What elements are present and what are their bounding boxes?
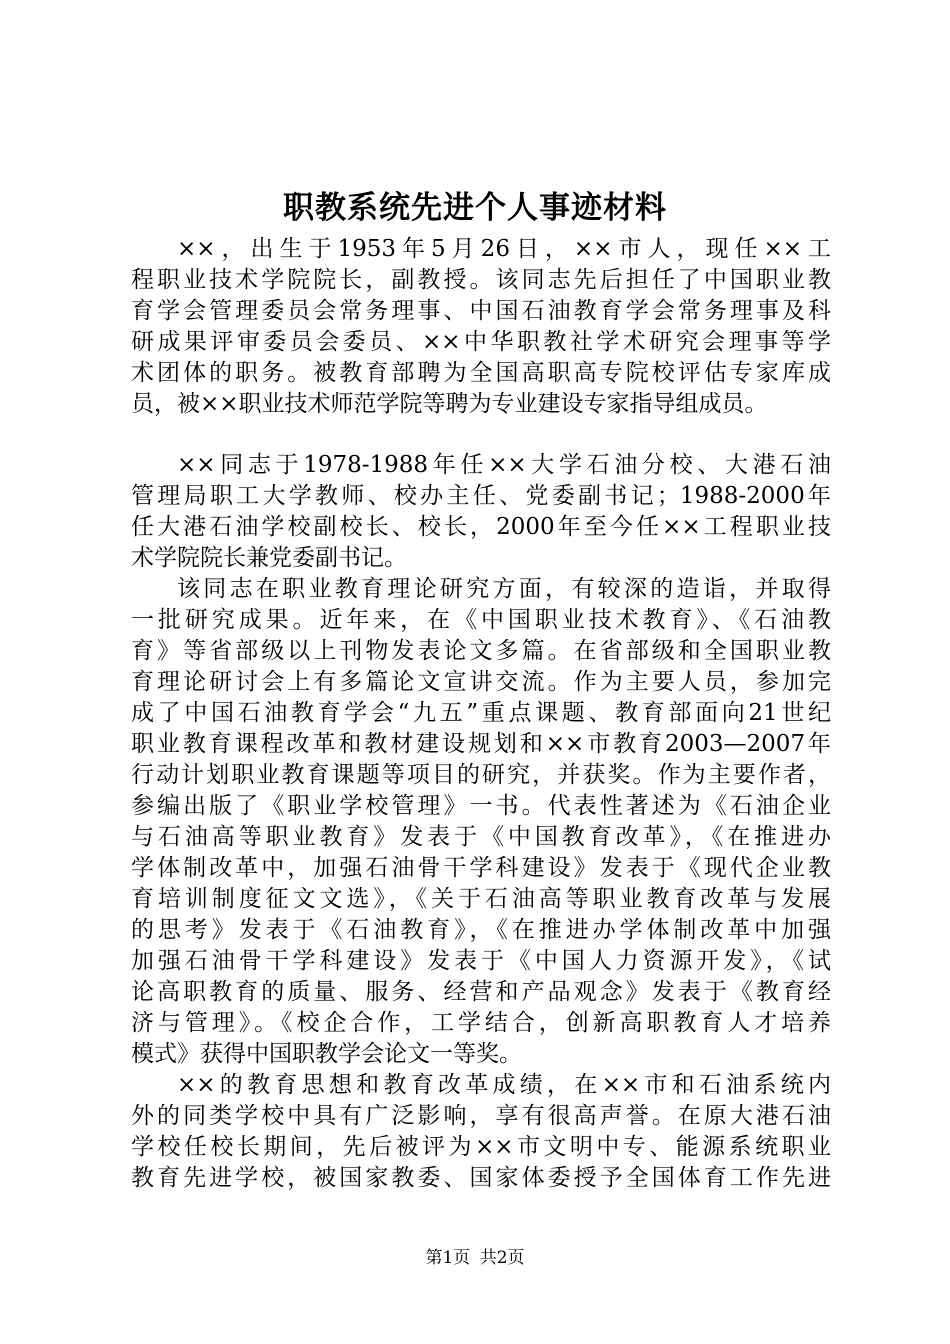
text-line: 与石油高等职业教育》发表于《中国教育改革》，《在推进办 bbox=[131, 824, 831, 850]
page-total: 共2页 bbox=[479, 1248, 525, 1268]
text-line: 外的同类学校中具有广泛影响，享有很高声誉。在原大港石油 bbox=[131, 1103, 831, 1129]
text-line: 学校任校长期间，先后被评为××市文明中专、能源系统职业 bbox=[131, 1134, 831, 1160]
paragraph bbox=[131, 450, 831, 574]
text-line: 该同志在职业教育理论研究方面，有较深的造诣，并取得 bbox=[177, 576, 831, 602]
paragraph bbox=[131, 234, 831, 420]
paragraph bbox=[131, 1070, 831, 1194]
text-line: 行动计划职业教育课题等项目的研究，并获奖。作为主要作者， bbox=[131, 762, 831, 788]
paragraph bbox=[131, 574, 831, 1070]
text-line: 加强石油骨干学科建设》发表于《中国人力资源开发》，《试 bbox=[131, 948, 831, 974]
text-line: 程职业技术学院院长，副教授。该同志先后担任了中国职业教 bbox=[131, 267, 831, 293]
text-line: 学体制改革中，加强石油骨干学科建设》发表于《现代企业教 bbox=[131, 855, 831, 881]
text-line: 育培训制度征文文选》，《关于石油高等职业教育改革与发展 bbox=[131, 886, 831, 912]
text-line: 模式》获得中国职教学会论文一等奖。 bbox=[131, 1041, 522, 1067]
page-footer bbox=[0, 1243, 950, 1268]
text-line: 育》等省部级以上刊物发表论文多篇。在省部级和全国职业教 bbox=[131, 638, 831, 664]
text-line: 职业教育课程改革和教材建设规划和××市教育2003—2007年 bbox=[131, 731, 831, 757]
text-line: 参编出版了《职业学校管理》一书。代表性著述为《石油企业 bbox=[131, 793, 831, 819]
text-line: 育理论研讨会上有多篇论文宣讲交流。作为主要人员，参加完 bbox=[131, 669, 831, 695]
text-line: 济与管理》。《校企合作，工学结合，创新高职教育人才培养 bbox=[131, 1010, 831, 1036]
text-line: 教育先进学校，被国家教委、国家体委授予全国体育工作先进 bbox=[131, 1165, 831, 1191]
text-line: 论高职教育的质量、服务、经营和产品观念》发表于《教育经 bbox=[131, 979, 831, 1005]
text-line: 的思考》发表于《石油教育》，《在推进办学体制改革中加强 bbox=[131, 917, 831, 943]
text-line: 成了中国石油教育学会“九五”重点课题、教育部面向21世纪 bbox=[131, 700, 831, 726]
text-line: 一批研究成果。近年来，在《中国职业技术教育》、《石油教 bbox=[131, 607, 831, 633]
page-number: 第1页 bbox=[425, 1248, 471, 1268]
paragraph-gap bbox=[131, 420, 831, 450]
text-line: 术学院院长兼党委副书记。 bbox=[131, 545, 407, 571]
text-line: ××的教育思想和教育改革成绩，在××市和石油系统内 bbox=[177, 1072, 831, 1098]
document-title: 职教系统先进个人事迹材料 bbox=[283, 190, 667, 226]
text-line: 育学会管理委员会常务理事、中国石油教育学会常务理事及科 bbox=[131, 298, 831, 324]
text-line: 任大港石油学校副校长、校长，2000年至今任××工程职业技 bbox=[131, 514, 831, 540]
text-line: 术团体的职务。被教育部聘为全国高职高专院校评估专家库成 bbox=[131, 360, 831, 386]
document-body bbox=[131, 234, 831, 1194]
text-line: 管理局职工大学教师、校办主任、党委副书记；1988-2000年 bbox=[131, 483, 831, 509]
text-line: 研成果评审委员会委员、××中华职教社学术研究会理事等学 bbox=[131, 329, 831, 355]
text-line: ××，出生于1953年5月26日，××市人，现任××工 bbox=[177, 236, 831, 262]
text-line: ××同志于1978-1988年任××大学石油分校、大港石油 bbox=[177, 452, 831, 478]
text-line: 员，被××职业技术师范学院等聘为专业建设专家指导组成员。 bbox=[131, 391, 768, 417]
